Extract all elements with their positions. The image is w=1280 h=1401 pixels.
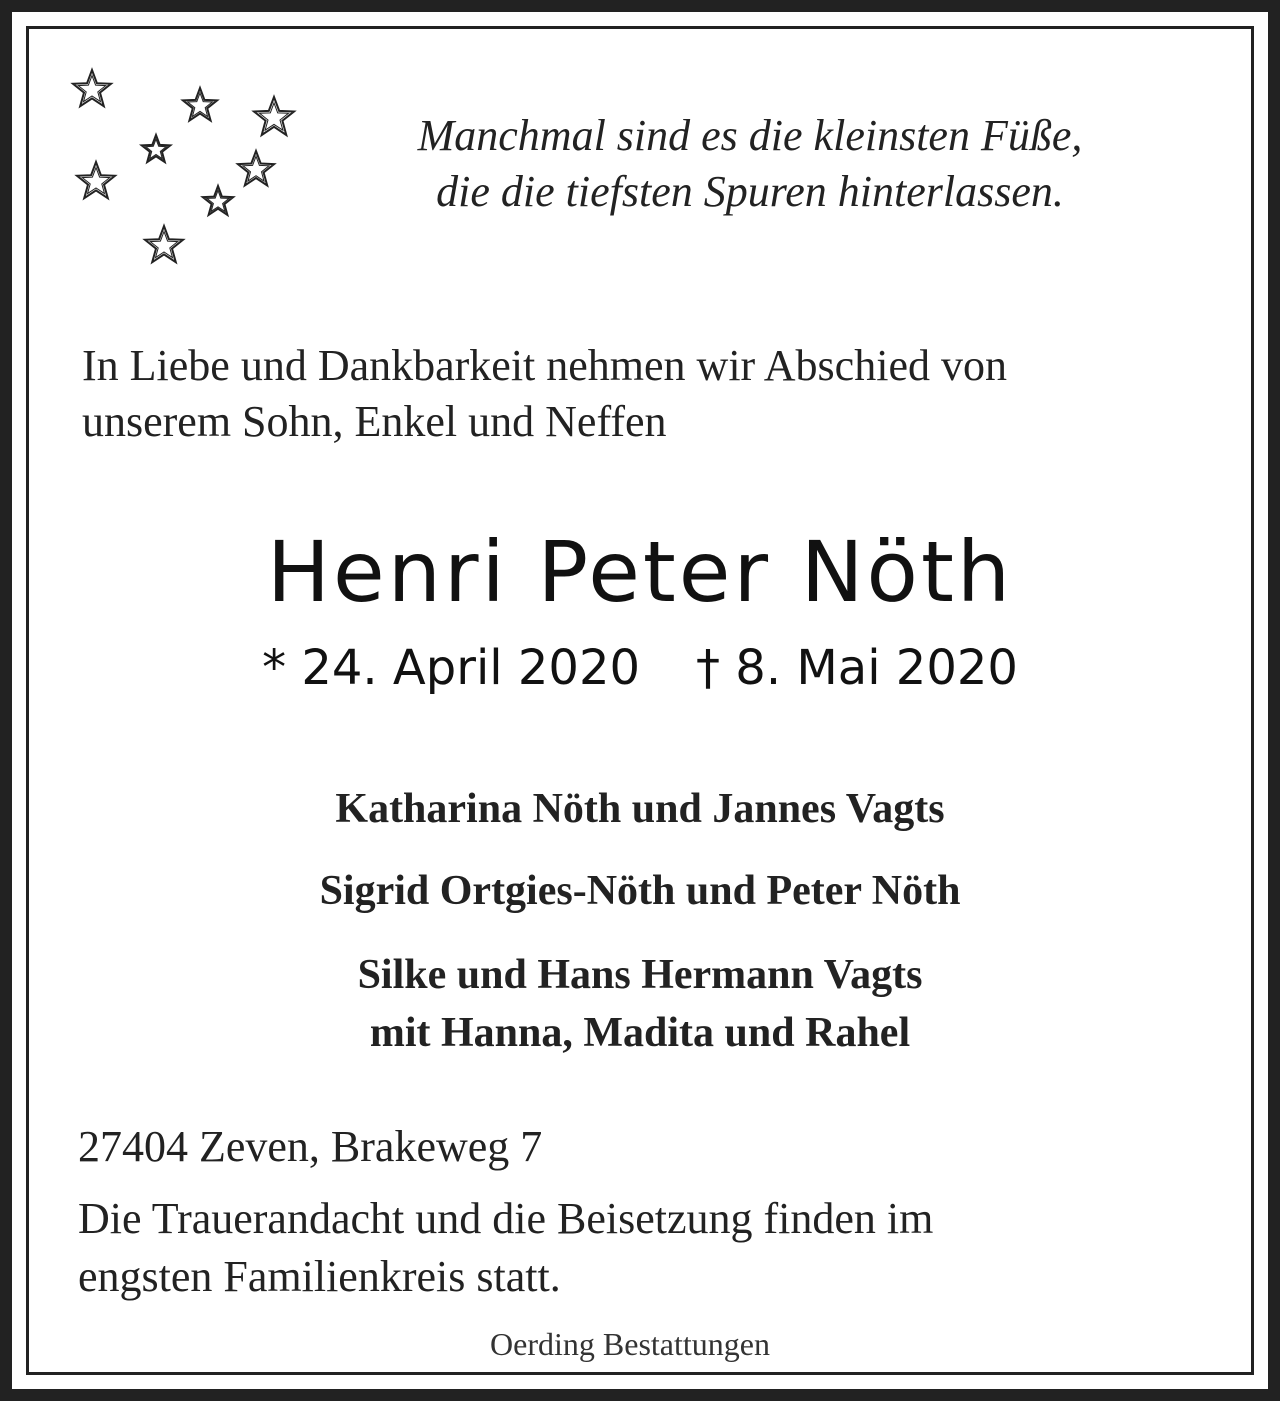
funeral-notice	[78, 1190, 1198, 1306]
life-dates	[0, 636, 1280, 700]
mourner-grandparents-1: Sigrid Ortgies-Nöth und Peter Nöth	[319, 868, 961, 914]
mourner-grandparents-2: Silke und Hans Hermann Vagts	[357, 952, 923, 998]
memorial-quote	[330, 108, 1170, 220]
death-date: † 8. Mai 2020	[696, 640, 1018, 696]
undertaker-name: Oerding Bestattungen	[490, 1326, 770, 1362]
mourner-family-group	[0, 946, 1280, 1062]
intro-line-2: unserem Sohn, Enkel und Neffen	[82, 397, 667, 446]
deceased-name: Henri Peter Nöth	[266, 523, 1014, 621]
star-icons	[60, 60, 320, 280]
notice-line-1: Die Trauerandacht und die Beisetzung finden im	[78, 1194, 934, 1243]
intro-line-1: In Liebe und Dankbarkeit nehmen wir Abschied von	[82, 341, 1007, 390]
quote-line-2: die die tiefsten Spuren hinterlassen.	[436, 167, 1064, 216]
intro-text	[82, 338, 1202, 450]
mourner-parents: Katharina Nöth und Jannes Vagts	[335, 786, 945, 832]
mourner-relatives: mit Hanna, Madita und Rahel	[369, 1010, 911, 1056]
family-address: 27404 Zeven, Brakeweg 7	[78, 1122, 543, 1171]
quote-line-1: Manchmal sind es die kleinsten Füße,	[417, 111, 1083, 160]
notice-line-2: engsten Familienkreis statt.	[78, 1252, 561, 1301]
birth-date: * 24. April 2020	[262, 640, 641, 696]
star-cluster-decoration	[60, 60, 320, 280]
